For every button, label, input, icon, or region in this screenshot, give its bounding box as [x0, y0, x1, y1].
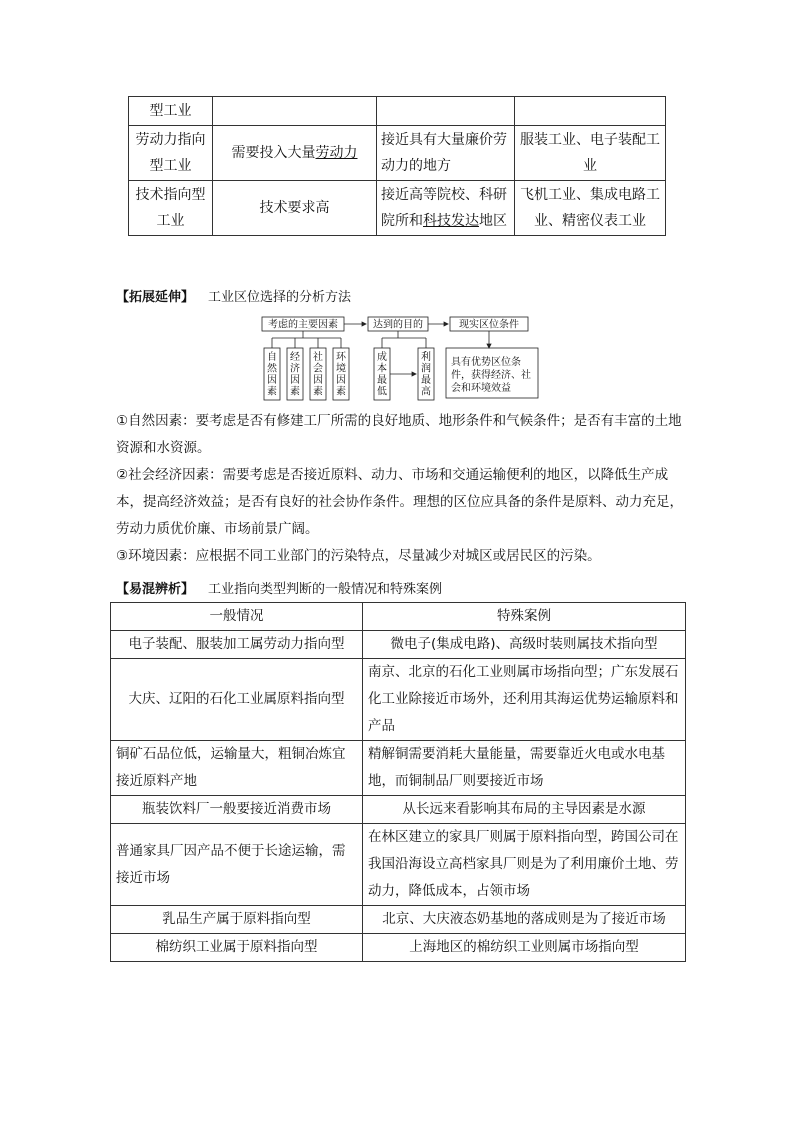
table-cell: 北京、大庆液态奶基地的落成则是为了接近市场 [363, 906, 686, 934]
section-heading-confusion [116, 578, 442, 597]
table-row [111, 906, 686, 934]
table-row [129, 126, 666, 181]
table-cell: 南京、北京的石化工业则属市场指向型；广东发展石化工业除接近市场外，还利用其海运优势运输原料和产品 [363, 659, 686, 741]
vertical-box-label: 环境因素 [336, 352, 346, 398]
vertical-box-label: 经济因素 [290, 352, 300, 398]
table-cell: 服装工业、电子装配工业 [515, 126, 666, 181]
table-row [129, 181, 666, 236]
table-row [111, 796, 686, 824]
box-main-label: 考虑的主要因素 [268, 319, 338, 331]
table-cell: 技术指向型工业 [129, 181, 213, 236]
location-analysis-diagram [240, 312, 600, 404]
cell-text: 接近高等院校、科研院所和 [381, 187, 507, 229]
table-cell: 飞机工业、集成电路工业、精密仪表工业 [515, 181, 666, 236]
table-cell: 在林区建立的家具厂则属于原料指向型，跨国公司在我国沿海设立高档家具厂则是为了利用廉价土地、劳动力，降低成本，占领市场 [363, 824, 686, 906]
table-cell: 电子装配、服装加工属劳动力指向型 [111, 631, 363, 659]
table-cell: 劳动力指向型工业 [129, 126, 213, 181]
table-cell: 微电子(集成电路)、高级时装则属技术指向型 [363, 631, 686, 659]
table-cell: 接近具有大量廉价劳动力的地方 [377, 126, 515, 181]
underlined-term: 科技发达 [423, 213, 479, 229]
section-title: 工业指向类型判断的一般情况和特殊案例 [208, 582, 443, 597]
table-cell: 铜矿石品位低，运输量大，粗铜冶炼宜接近原料产地 [111, 741, 363, 796]
cell-text: 地区 [479, 213, 507, 229]
vertical-box-label: 自然因素 [267, 352, 277, 398]
table-cell: 瓶装饮料厂一般要接近消费市场 [111, 796, 363, 824]
underlined-term: 劳动力 [315, 145, 358, 161]
table-cell [213, 126, 377, 181]
section-bracket: 【易混辨析】 [116, 582, 195, 597]
column-header: 一般情况 [111, 603, 363, 631]
paragraph-environment-factors: ③环境因素：应根据不同工业部门的污染特点，尽量减少对城区或居民区的污染。 [116, 548, 601, 564]
paragraph-natural-factors: ①自然因素：要考虑是否有修建工厂所需的良好地质、地形条件和气候条件；是否有丰富的土地资源和水资源。 [116, 413, 682, 456]
table-header-row [111, 603, 686, 631]
table-row [111, 741, 686, 796]
table-row [129, 97, 666, 126]
section-bracket: 【拓展延伸】 [116, 290, 195, 305]
table-cell: 普通家具厂因产品不便于长途运输，需接近市场 [111, 824, 363, 906]
table-cell: 棉纺织工业属于原料指向型 [111, 934, 363, 962]
table-cell: 上海地区的棉纺织工业则属市场指向型 [363, 934, 686, 962]
table-cell: 大庆、辽阳的石化工业属原料指向型 [111, 659, 363, 741]
vertical-box-label: 社会因素 [313, 352, 323, 398]
table-cell: 乳品生产属于原料指向型 [111, 906, 363, 934]
table-row [111, 659, 686, 741]
industry-location-table [128, 96, 666, 236]
table-row [111, 934, 686, 962]
cell-text: 需要投入大量 [231, 145, 316, 161]
table-cell: 技术要求高 [213, 181, 377, 236]
box-goal-label: 达到的目的 [373, 319, 423, 331]
result-line-2: 件，获得经济、社 [451, 370, 531, 381]
result-line-1: 具有优势区位条 [451, 357, 521, 368]
vertical-box-label: 成本最低 [377, 352, 387, 398]
table-cell [515, 97, 666, 126]
section-title: 工业区位选择的分析方法 [208, 290, 352, 305]
table-cell [213, 97, 377, 126]
table-cell [377, 181, 515, 236]
paragraph-socioeconomic-factors: ②社会经济因素：需要考虑是否接近原料、动力、市场和交通运输便利的地区，以降低生产成本，提高经济效益；是否有良好的社会协作条件。理想的区位应具备的条件是原料、动力充足，劳动力质优价廉、市场前景广阔。 [116, 467, 683, 537]
table-cell: 精解铜需要消耗大量能量，需要靠近火电或水电基地，而铜制品厂则要接近市场 [363, 741, 686, 796]
result-line-3: 会和环境效益 [451, 383, 511, 394]
comparison-table [110, 602, 686, 962]
table-cell: 型工业 [129, 97, 213, 126]
table-cell [377, 97, 515, 126]
table-row [111, 824, 686, 906]
table-cell: 从长远来看影响其布局的主导因素是水源 [363, 796, 686, 824]
box-real-label: 现实区位条件 [459, 319, 519, 331]
section-heading-extension [116, 286, 351, 305]
table-row [111, 631, 686, 659]
column-header: 特殊案例 [363, 603, 686, 631]
vertical-box-label: 利润最高 [421, 352, 431, 398]
